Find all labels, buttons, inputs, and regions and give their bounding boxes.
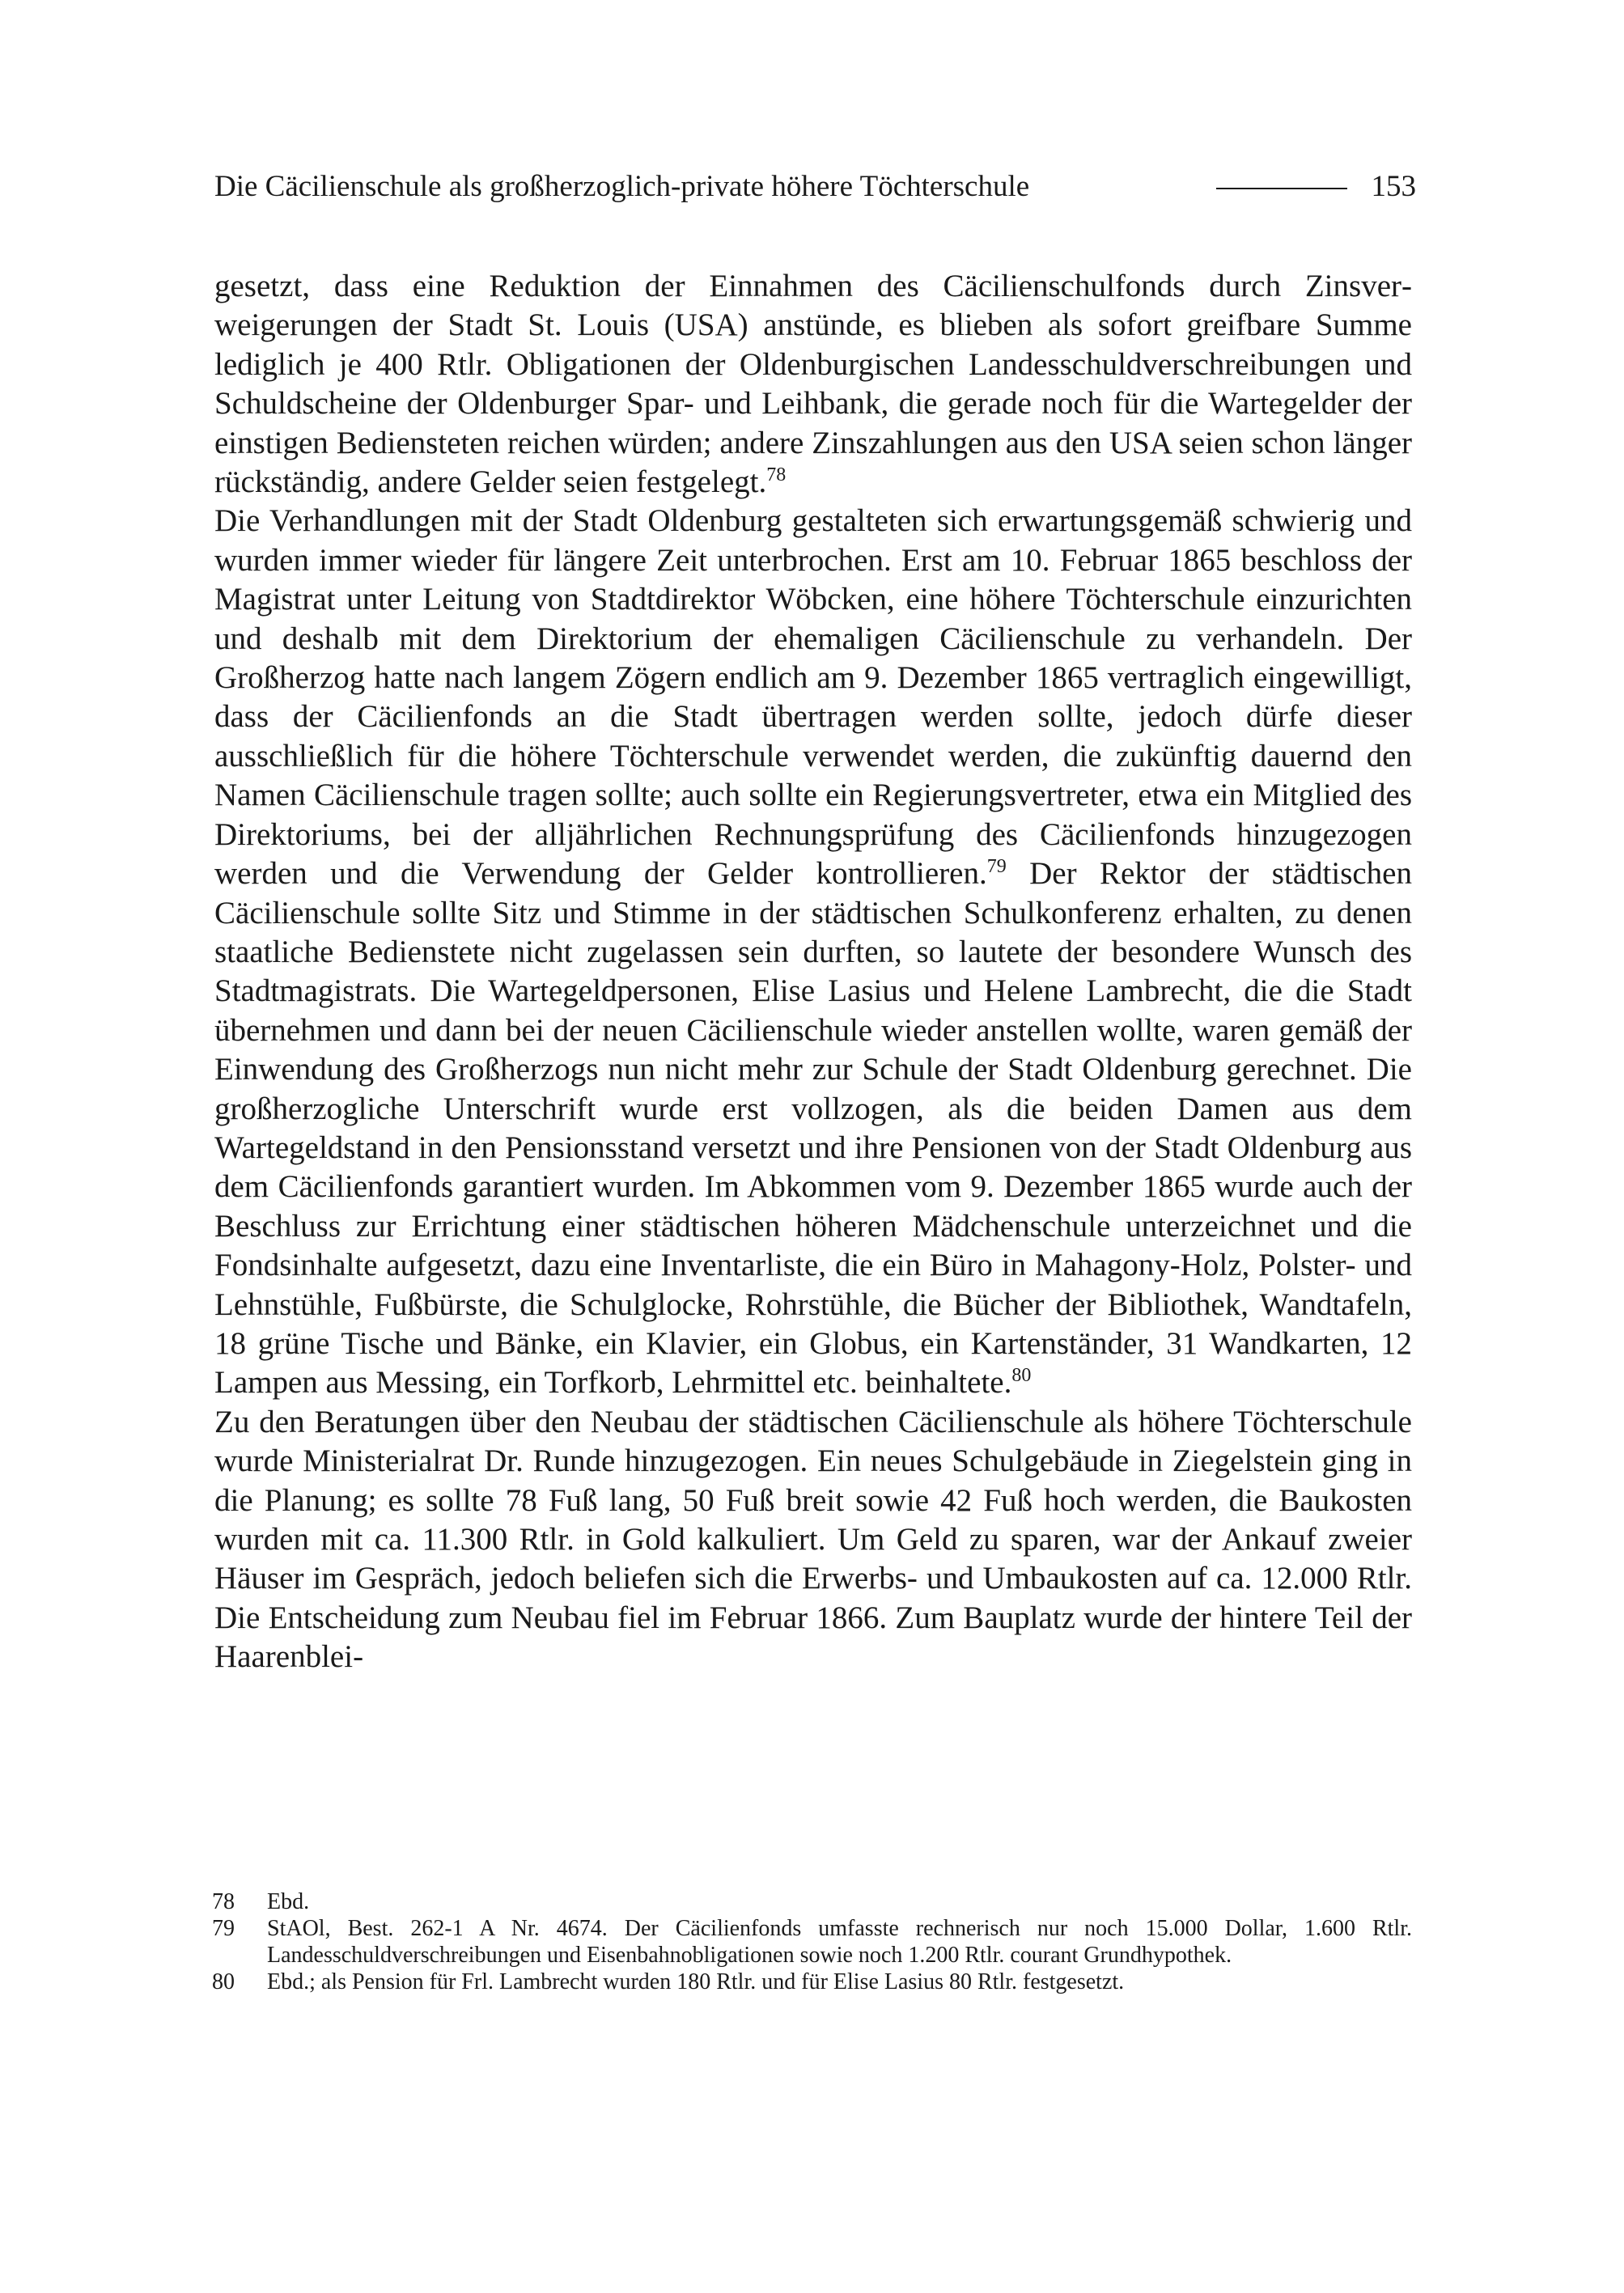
header-rule <box>1216 188 1347 189</box>
footnote-78 <box>212 1888 1412 1915</box>
footnote-text: Ebd.; als Pension für Frl. Lambrecht wurden 180 Rtlr. und für Elise Lasius 80 Rtlr. festgesetzt. <box>267 1969 1125 1994</box>
paragraph-1 <box>214 267 1412 502</box>
footnote-ref-79[interactable]: 79 <box>986 856 1007 878</box>
footnote-ref-78[interactable]: 78 <box>766 464 787 486</box>
paragraph-text-continued: Der Rektor der städtischen Cäcilienschule sollte Sitz und Stimme in der städtischen Schulkonferenz erhalten, zu denen staatliche Bedienstete nicht zugelassen sein durften, so lautete der besondere Wunsch des Stadtmagistrats. Die Wartegeldpersonen, Elise Lasius und Helene Lambrecht, die die Stadt übernehmen und dann bei der neuen Cäcilienschule wieder anstellen wollte, waren gemäß der Einwendung des Großherzogs nun nicht mehr zur Schule der Stadt Oldenburg gerechnet. Die großherzogliche Unterschrift wurde erst vollzogen, als die beiden Damen aus dem Wartegeldstand in den Pensionsstand versetzt und ihre Pensionen von der Stadt Oldenburg aus dem Cäcilienfonds garantiert wurden. Im Abkommen vom 9. Dezember 1865 wurde auch der Beschluss zur Errichtung einer städtischen höheren Mädchenschule unterzeichnet und die Fondsinhalte aufgesetzt, dazu eine Inventarliste, die ein Büro in Mahagony-Holz, Polster- und Lehnstühle, Fußbürste, die Schulglocke, Rohrstühle, die Bücher der Bibliothek, Wandtafeln, 18 grüne Tische und Bänke, ein Klavier, ein Globus, ein Kartenständer, 31 Wandkarten, 12 Lampen aus Messing, ein Torfkorb, Lehrmittel etc. beinhaltete. <box>214 856 1412 1401</box>
paragraph-text: gesetzt, dass eine Reduktion der Einnahmen des Cäcilienschulfonds durch Zinsverweigerungen der Stadt St. Louis (USA) anstünde, es blieben als sofort greifbare Summe lediglich je 400 Rtlr. Obligationen der Oldenburgischen Landesschuldverschreibungen und Schuldscheine der Oldenburger Spar- und Leihbank, die gerade noch für die Wartegelder der einstigen Bediensteten reichen würden; andere Zinszahlungen aus den USA seien schon länger rückständig, andere Gelder seien festgelegt. <box>214 269 1412 500</box>
footnote-number: 79 <box>212 1916 235 1941</box>
footnotes <box>212 1888 1412 1995</box>
running-header <box>214 167 1416 207</box>
footnote-number: 78 <box>212 1889 235 1914</box>
footnote-ref-80[interactable]: 80 <box>1011 1365 1032 1387</box>
paragraph-text: Die Verhandlungen mit der Stadt Oldenburg gestalteten sich erwartungsgemäß schwierig und wurden immer wieder für längere Zeit unterbrochen. Erst am 10. Februar 1865 beschloss der Magistrat unter Leitung von Stadtdirektor Wöbcken, eine höhere Töchterschule einzurichten und deshalb mit dem Direktorium der ehemaligen Cäcilienschule zu verhandeln. Der Großherzog hatte nach langem Zögern endlich am 9. Dezember 1865 vertraglich eingewilligt, dass der Cäcilienfonds an die Stadt übertragen werden sollte, jedoch dürfe dieser ausschließlich für die höhere Töchterschule verwendet werden, die zukünftig dauernd den Namen Cäcilienschule tragen sollte; auch sollte ein Regierungsvertreter, etwa ein Mitglied des Direktoriums, bei der alljährlichen Rechnungsprüfung des Cäcilienfonds hinzugezogen werden und die Verwendung der Gelder kontrollieren. <box>214 503 1412 892</box>
footnote-79 <box>212 1915 1412 1969</box>
footnote-80 <box>212 1969 1412 1995</box>
footnote-number: 80 <box>212 1969 235 1994</box>
paragraph-3 <box>214 1403 1412 1677</box>
footnote-text: Ebd. <box>267 1889 310 1914</box>
paragraph-text: Zu den Beratungen über den Neubau der städtischen Cäcilienschule als höhere Töchterschule wurde Ministerialrat Dr. Runde hinzugezogen. Ein neues Schulgebäude in Ziegelstein ging in die Planung; es sollte 78 Fuß lang, 50 Fuß breit sowie 42 Fuß hoch werden, die Baukosten wurden mit ca. 11.300 Rtlr. in Gold kalkuliert. Um Geld zu sparen, war der Ankauf zweier Häuser im Gespräch, jedoch beliefen sich die Erwerbs- und Umbaukosten auf ca. 12.000 Rtlr. Die Entscheidung zum Neubau fiel im Februar 1866. Zum Bauplatz wurde der hintere Teil der Haarenblei- <box>214 1404 1412 1675</box>
footnote-text: StAOl, Best. 262-1 A Nr. 4674. Der Cäcilienfonds umfasste rechnerisch nur noch 15.000 Dollar, 1.600 Rtlr. Landesschuldverschreibungen und Eisenbahnobligationen sowie noch 1.200 Rtlr. courant Grundhypothek. <box>267 1916 1412 1968</box>
page-number: 153 <box>1371 170 1416 203</box>
paragraph-2 <box>214 502 1412 1402</box>
running-title: Die Cäcilienschule als großherzoglich-private höhere Töchterschule <box>214 170 1030 203</box>
main-text <box>214 267 1412 1677</box>
